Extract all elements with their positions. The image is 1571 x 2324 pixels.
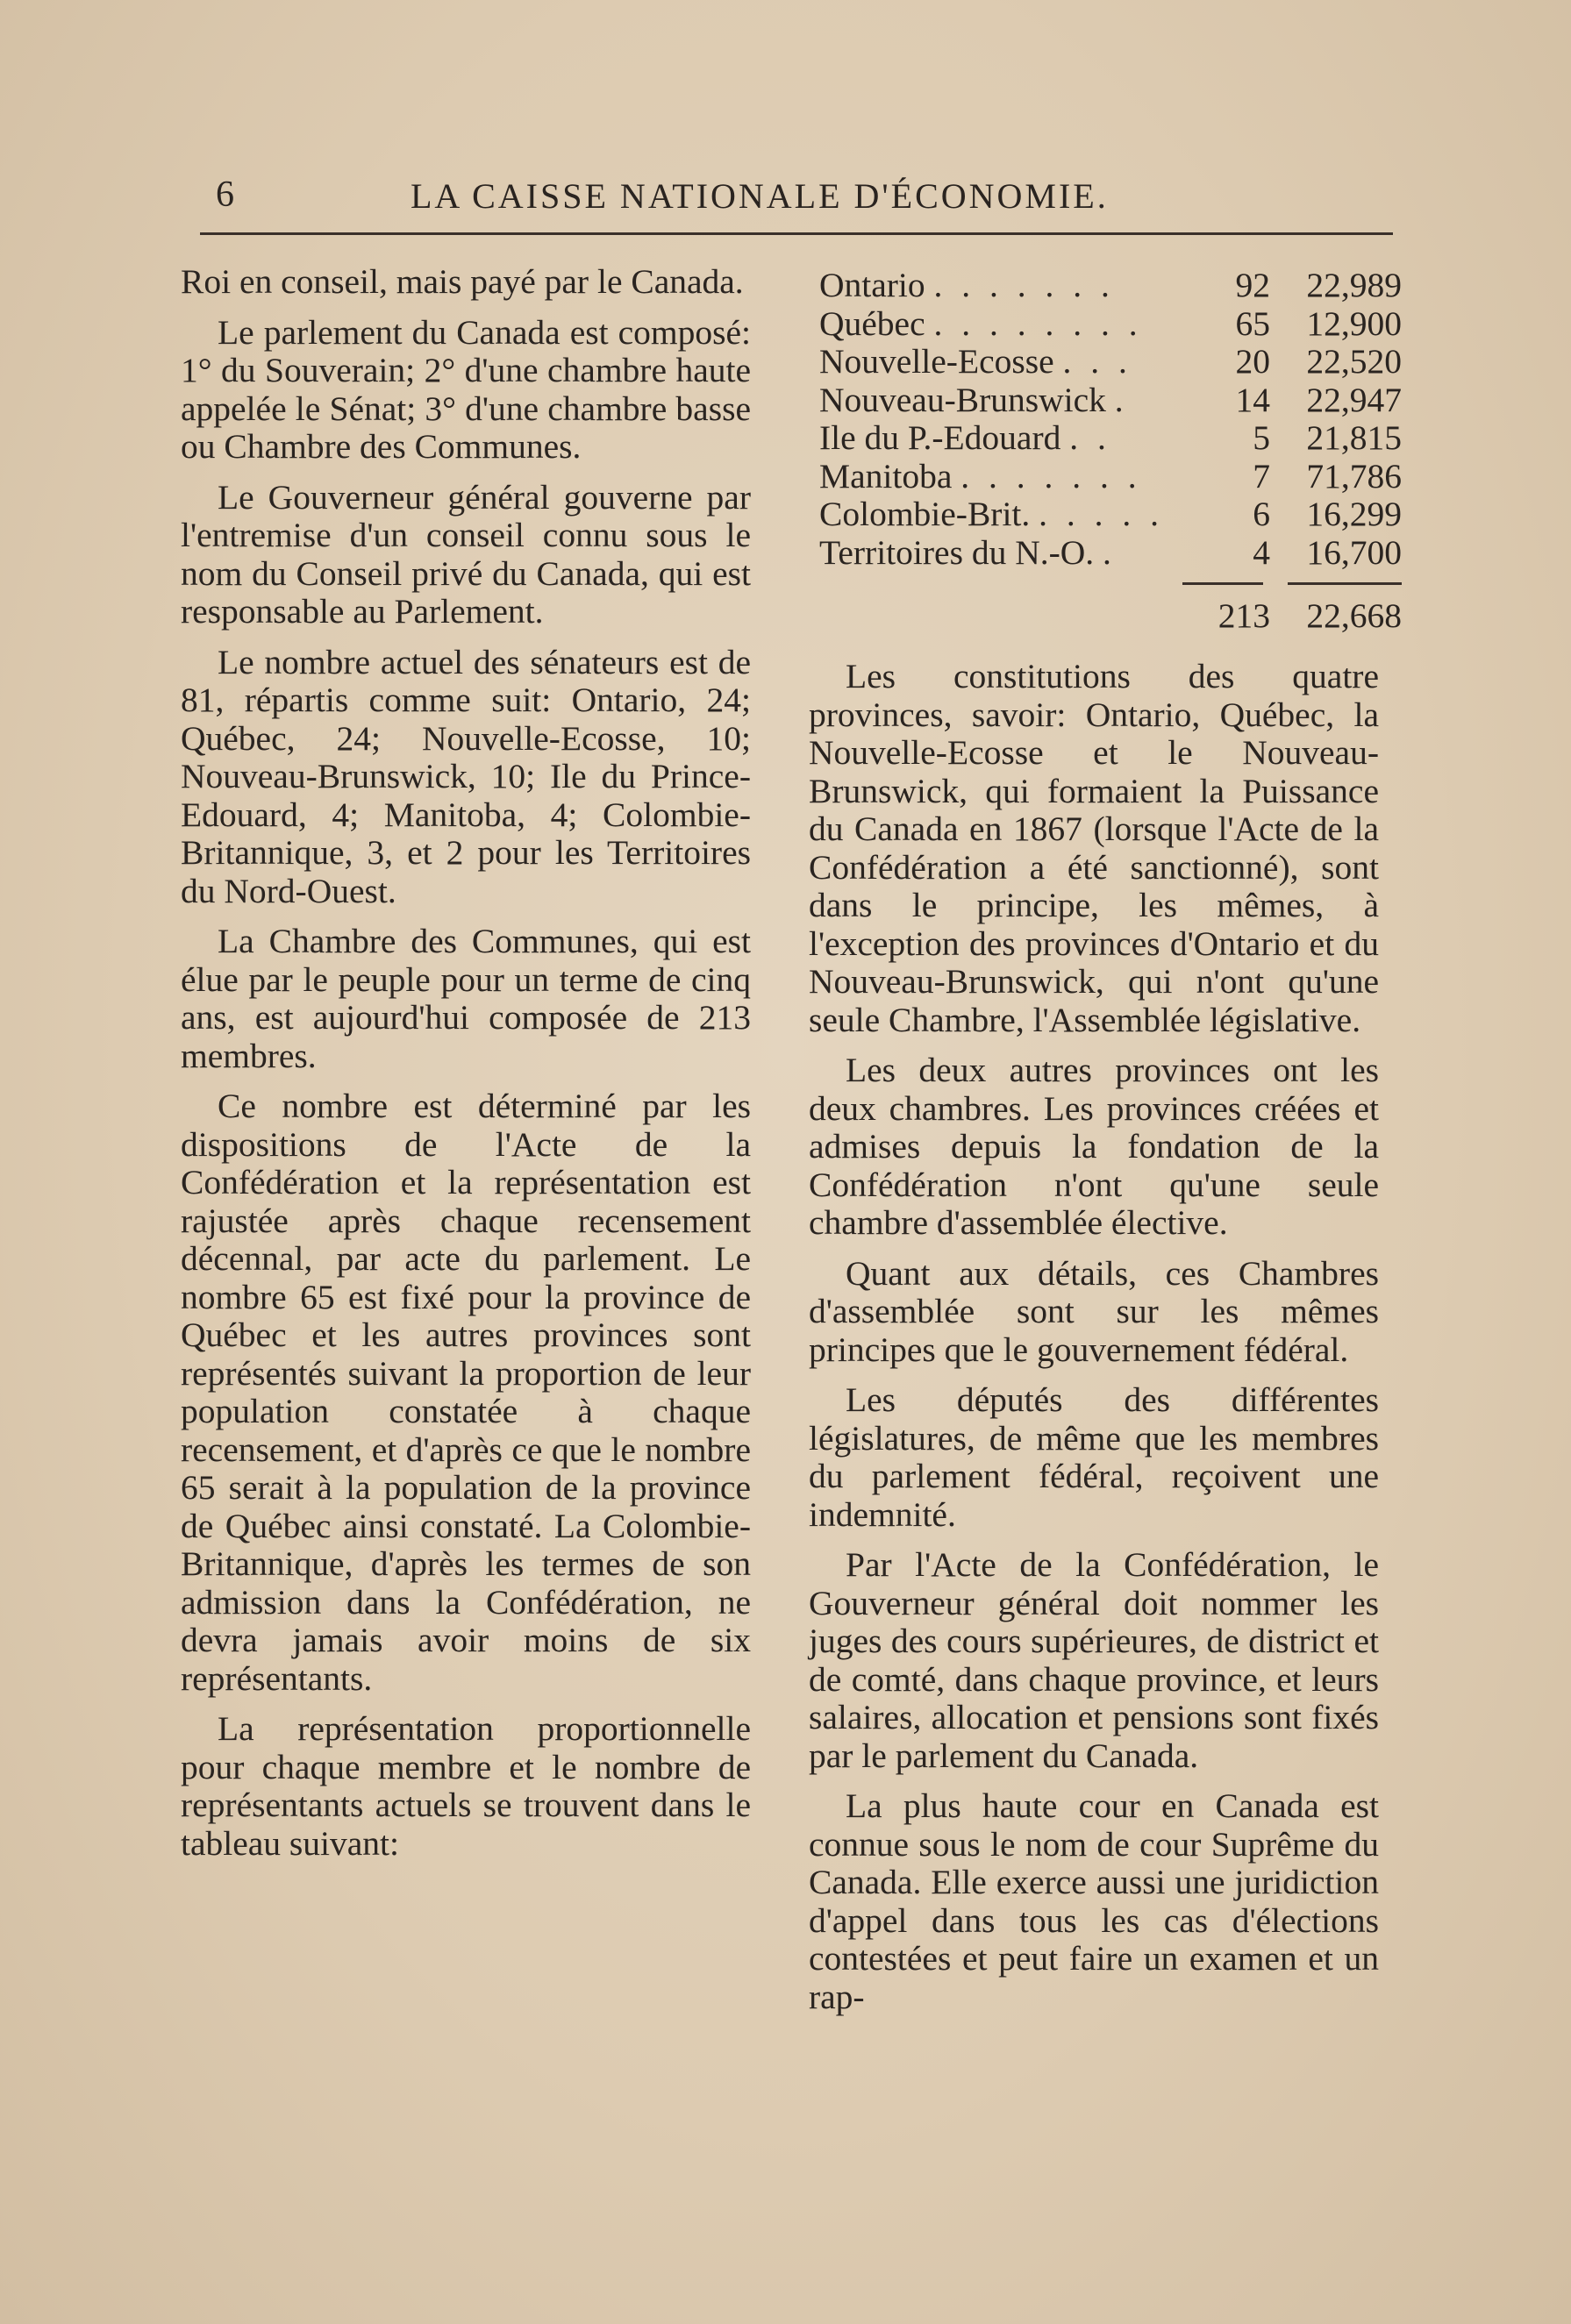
table-row <box>819 458 1402 496</box>
population-cell: 12,900 <box>1306 303 1402 343</box>
page-header <box>200 168 1393 221</box>
table-row <box>819 419 1402 458</box>
population-cell: 22,989 <box>1306 266 1402 304</box>
paragraph: Les constitutions des quatre provinces, savoir: Ontario, Québec, la Nouvelle-Ecosse et le Nouveau-Brunswick, qui formaient la Puissance du Canada en 1867 (lorsque l'Acte de la Confédération a été sanctionné), sont dans le principe, les mêmes, à l'exception des provinces d'Ontario et du Nouveau-Brunswick, qui n'ont qu'une seule Chambre, l'Assemblée législative. <box>809 657 1379 1039</box>
province-name: Manitoba <box>819 457 953 495</box>
table-row <box>819 267 1402 305</box>
paragraph: Ce nombre est déterminé par les dispositions de l'Acte de la Confédération et la représentation est rajustée après chaque recensement décennal, par acte du parlement. Le nombre 65 est fixé pour la province de Québec et les autres provinces sont représentés suivant la proportion de leur population constatée à chaque recensement, et d'après ce que le nombre 65 serait à la population de la province de Québec ainsi constaté. La Colombie-Britannique, d'après les termes de son admission dans la Confédération, ne devra jamais avoir moins de six représentants. <box>181 1087 751 1698</box>
paragraph: Les deux autres provinces ont les deux chambres. Les provinces créées et admises depuis la fondation de la Confédération n'ont qu'une seule chambre d'assemblée élective. <box>809 1051 1379 1242</box>
paragraph: Le parlement du Canada est composé: 1° du Souverain; 2° d'une chambre haute appelée le Sénat; 3° d'une chambre basse ou Chambre des Communes. <box>181 312 751 466</box>
population-cell: 71,786 <box>1306 456 1402 495</box>
paragraph: Quant aux détails, ces Chambres d'assemblée sont sur les mêmes principes que le gouvernement fédéral. <box>809 1253 1379 1369</box>
population-cell: 21,815 <box>1306 418 1402 457</box>
total-population: 22,668 <box>1306 596 1402 636</box>
population-cell: 22,947 <box>1306 380 1402 419</box>
running-title: LA CAISSE NATIONALE D'ÉCONOMIE. <box>411 176 1109 216</box>
leader-dots: . <box>1103 533 1117 572</box>
members-total-rule <box>1182 582 1263 595</box>
members-cell: 20 <box>1235 342 1270 381</box>
right-column <box>809 263 1402 2028</box>
total-members: 213 <box>1218 596 1270 636</box>
members-cell: 14 <box>1235 380 1270 419</box>
table-row <box>819 495 1402 534</box>
members-cell: 6 <box>1253 495 1270 533</box>
representation-table <box>819 267 1402 638</box>
members-cell: 4 <box>1253 532 1270 572</box>
members-cell: 7 <box>1253 456 1270 495</box>
leader-dots: . . . . . . . <box>960 457 1142 495</box>
paragraph: Le nombre actuel des sénateurs est de 81, répartis comme suit: Ontario, 24; Québec, 24; Nouvelle-Ecosse, 10; Nouveau-Brunswick, 10; Ile du Prince-Edouard, 4; Manitoba, 4; Colombie-Britannique, 3, et 2 pour les Territoires du Nord-Ouest. <box>181 642 751 910</box>
table-row <box>819 381 1402 420</box>
total-row <box>819 595 1402 638</box>
province-name: Nouveau-Brunswick <box>819 381 1106 419</box>
province-name: Ile du P.-Edouard <box>819 419 1061 457</box>
table-row <box>819 534 1402 573</box>
paragraph: Roi en conseil, mais payé par le Canada. <box>181 262 744 301</box>
leader-dots: . . . . . . . . <box>933 304 1143 343</box>
leader-dots: . . . <box>1062 343 1132 381</box>
province-name: Nouvelle-Ecosse <box>819 343 1054 381</box>
paragraph: La représentation proportionnelle pour chaque membre et le nombre de représentants actuels se trouvent dans le tableau suivant: <box>181 1709 751 1863</box>
members-cell: 5 <box>1253 418 1270 457</box>
header-rule <box>200 232 1393 235</box>
population-total-rule <box>1288 582 1402 595</box>
province-name: Colombie-Brit. <box>819 495 1031 533</box>
province-name: Québec <box>819 304 925 343</box>
leader-dots: . <box>1114 381 1129 419</box>
province-name: Territoires du N.-O. <box>819 533 1095 572</box>
paragraph: Par l'Acte de la Confédération, le Gouverneur général doit nommer les juges des cours supérieures, de district et de comté, dans chaque province, et leurs salaires, allocation et pensions sont fixés par le parlement du Canada. <box>809 1545 1379 1775</box>
members-cell: 65 <box>1235 303 1270 343</box>
paragraph: La plus haute cour en Canada est connue sous le nom de cour Suprême du Canada. Elle exerce aussi une juridiction d'appel dans tous les cas d'élections contestées et peut faire un examen et un rap- <box>809 1786 1379 2016</box>
leader-dots: . . . . . <box>1039 495 1165 533</box>
leader-dots: . . . . . . . <box>933 267 1115 304</box>
page-number: 6 <box>216 175 234 215</box>
province-name: Ontario <box>819 267 925 304</box>
paragraph: Les députés des différentes législatures, de même que les membres du parlement fédéral, reçoivent une indemnité. <box>809 1380 1379 1534</box>
table-row <box>819 305 1402 344</box>
paragraph: Le Gouverneur général gouverne par l'entremise d'un conseil connu sous le nom du Conseil privé du Canada, qui est responsable au Parlement. <box>181 477 751 631</box>
table-row <box>819 343 1402 381</box>
population-cell: 16,299 <box>1306 495 1402 533</box>
population-cell: 22,520 <box>1306 342 1402 381</box>
paragraph: La Chambre des Communes, qui est élue par le peuple pour un terme de cinq ans, est aujourd'hui composée de 213 membres. <box>181 922 751 1075</box>
population-cell: 16,700 <box>1306 532 1402 572</box>
total-rule <box>819 582 1402 595</box>
members-cell: 92 <box>1235 266 1270 304</box>
leader-dots: . . <box>1069 419 1111 457</box>
left-column <box>181 263 751 1875</box>
